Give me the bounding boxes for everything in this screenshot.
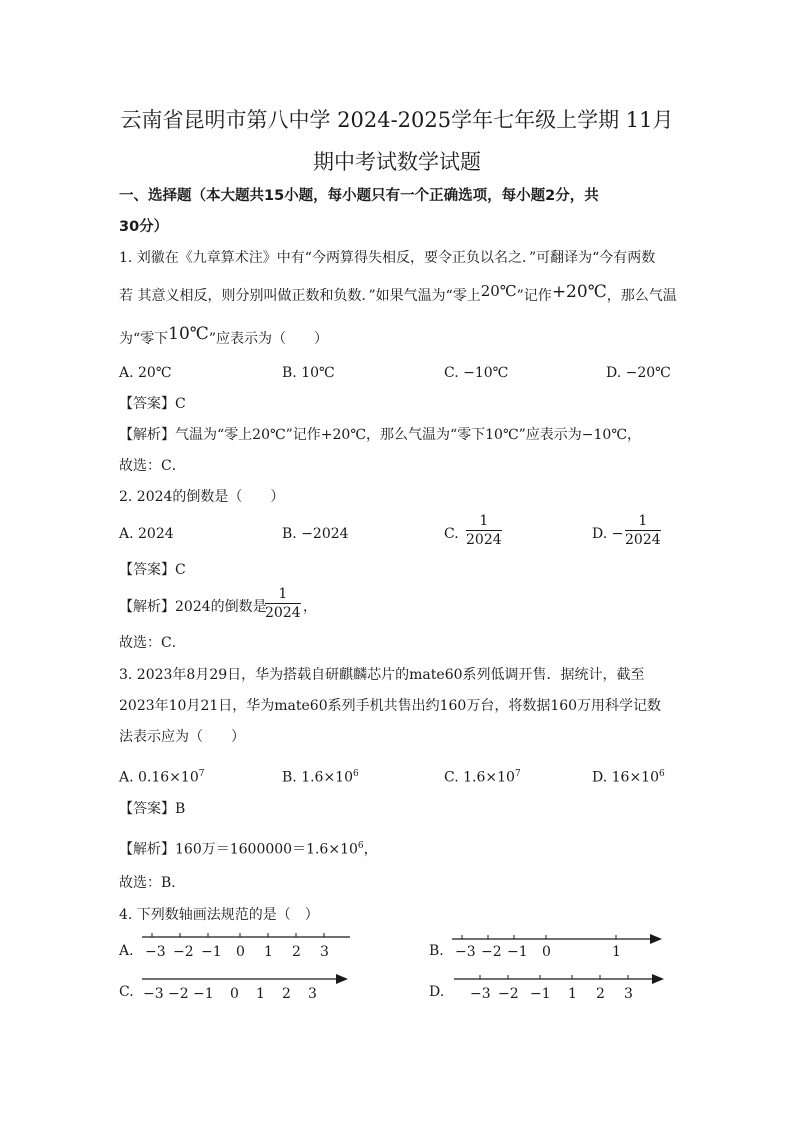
q1-stem-line2: 若 其意义相反，则分别叫做正数和负数．”如果气温为“零上20℃”记作+20℃，那么气温 xyxy=(119,282,677,304)
q1-option-b: B. 10℃ xyxy=(282,365,335,381)
tick-label: 1 xyxy=(264,944,273,960)
tick-label: −2 xyxy=(498,986,519,1002)
q3-option-d: D. $16\times 10^6$ xyxy=(592,769,665,786)
number-line-c xyxy=(138,972,350,986)
q2-analysis-fraction: $\frac{1}{2024}$ xyxy=(265,586,301,621)
tick-label: 1 xyxy=(568,986,577,1002)
q2-option-a: A. 2024 xyxy=(119,526,174,542)
doc-title-line2: 期中考试数学试题 xyxy=(313,150,481,174)
tick-label: −1 xyxy=(193,986,214,1002)
tick-label: −1 xyxy=(201,944,222,960)
q1-option-a: A. 20℃ xyxy=(119,365,172,381)
tick-label: 2 xyxy=(292,944,301,960)
tick-label: 0 xyxy=(230,986,239,1002)
q3-option-c: C. $1.6\times 10^7$ xyxy=(444,769,521,786)
tick-label: 2 xyxy=(282,986,291,1002)
q4-option-b-label: B. xyxy=(429,943,444,959)
q3-option-b: B. $1.6\times 10^6$ xyxy=(282,769,359,786)
tick-label: 2 xyxy=(596,986,605,1002)
tick-label: −2 xyxy=(481,944,502,960)
q1-conclusion: 故选：C． xyxy=(119,458,186,474)
q2-option-d-fraction: $\frac{1}{2024}$ xyxy=(625,513,661,548)
q2-option-d-label: D. − xyxy=(592,526,624,542)
q4-option-c-label: C. xyxy=(119,984,134,1000)
tick-label: −3 xyxy=(145,944,166,960)
q3-conclusion: 故选：B． xyxy=(119,875,186,891)
q2-answer: 【答案】C xyxy=(119,562,186,578)
tick-label: 3 xyxy=(320,944,329,960)
tick-label: 0 xyxy=(236,944,245,960)
q1-analysis: 【解析】气温为“零上20℃”记作+20℃，那么气温为“零下10℃”应表示为−10℃， xyxy=(119,427,641,443)
doc-title-line1: 云南省昆明市第八中学 2024-2025学年七年级上学期 11月 xyxy=(120,108,674,132)
q4-stem: 4. 下列数轴画法规范的是（ ） xyxy=(119,907,319,923)
q3-stem-line3: 法表示应为（ ） xyxy=(119,729,245,745)
tick-label: −3 xyxy=(143,986,164,1002)
q2-conclusion: 故选：C． xyxy=(119,635,186,651)
q1-option-d: D. −20℃ xyxy=(606,365,671,381)
number-line-d xyxy=(450,972,666,986)
q4-option-a-label: A. xyxy=(119,943,134,959)
q2-stem: 2. 2024的倒数是（ ） xyxy=(119,489,285,505)
tick-label: −3 xyxy=(455,944,476,960)
tick-label: 1 xyxy=(256,986,265,1002)
q4-option-d-label: D. xyxy=(429,984,445,1000)
number-line-a xyxy=(138,930,354,942)
tick-label: 0 xyxy=(542,944,551,960)
tick-label: 1 xyxy=(612,944,621,960)
q2-analysis-text: 【解析】2024的倒数是 xyxy=(119,599,267,615)
q1-stem-line1: 1. 刘徽在《九章算术注》中有“今两算得失相反，要令正负以名之．”可翻译为“今有两数 xyxy=(119,250,656,266)
tick-label: 3 xyxy=(308,986,317,1002)
section-heading-cont: 30分） xyxy=(119,219,169,235)
tick-label: −3 xyxy=(470,986,491,1002)
tick-label: 3 xyxy=(624,986,633,1002)
q2-analysis-comma: ， xyxy=(303,599,317,615)
q3-analysis: 【解析】160万$=1600000=1.6\times 10^6$， xyxy=(119,841,378,858)
q3-stem-line2: 2023年10月21日，华为mate60系列手机共售出约160万台，将数据160万用科学记数 xyxy=(119,698,662,714)
tick-label: −2 xyxy=(173,944,194,960)
tick-label: −2 xyxy=(168,986,189,1002)
q1-option-c: C. −10℃ xyxy=(444,365,509,381)
q3-answer: 【答案】B xyxy=(119,801,186,817)
q2-option-c-fraction: $\frac{1}{2024}$ xyxy=(466,513,502,548)
q3-option-a: A. $0.16\times 10^7$ xyxy=(119,769,205,786)
q2-option-b: B. −2024 xyxy=(282,526,349,542)
q2-option-c-label: C. xyxy=(444,526,459,542)
q3-stem-line1: 3. 2023年8月29日，华为搭载自研麒麟芯片的mate60系列低调开售．据统计，截至 xyxy=(119,667,645,683)
q1-stem-line3: 为“零下10℃”应表示为（ ） xyxy=(119,324,328,347)
tick-label: −1 xyxy=(530,986,551,1002)
section-heading: 一、选择题（本大题共15小题，每小题只有一个正确选项，每小题2分，共 xyxy=(119,188,599,204)
q1-answer: 【答案】C xyxy=(119,396,186,412)
tick-label: −1 xyxy=(507,944,528,960)
